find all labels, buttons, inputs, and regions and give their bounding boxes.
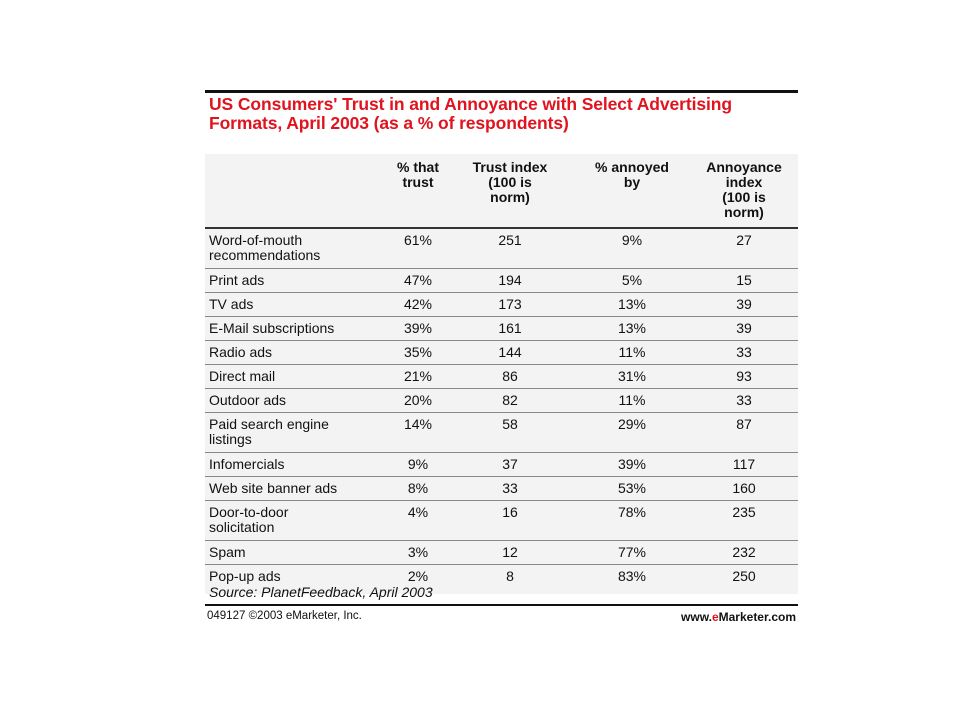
table-row (205, 269, 798, 293)
row-label: Infomercials (209, 456, 285, 472)
cell-pct-annoyed: 29% (617, 416, 647, 432)
cell-annoyance-index: 15 (736, 272, 752, 288)
table-row (205, 501, 798, 541)
cell-pct-trust: 35% (403, 344, 433, 360)
cell-pct-trust: 9% (407, 456, 429, 472)
table-row (205, 389, 798, 413)
cell-pct-trust: 8% (407, 480, 429, 496)
table-row (205, 229, 798, 269)
cell-trust-index: 161 (498, 320, 522, 336)
row-label: Print ads (209, 272, 265, 288)
cell-trust-index: 144 (498, 344, 522, 360)
cell-annoyance-index: 39 (736, 296, 752, 312)
cell-trust-index: 16 (502, 504, 518, 520)
figure-title: US Consumers' Trust in and Annoyance with Select Advertising Formats, April 2003 (as a % of respondents) (209, 94, 732, 133)
row-label: Radio ads (209, 344, 273, 360)
table-row (205, 317, 798, 341)
header-pct-annoyed: % annoyed by (595, 159, 669, 190)
source-note: Source: PlanetFeedback, April 2003 (209, 584, 433, 600)
cell-pct-annoyed: 9% (621, 232, 643, 248)
cell-annoyance-index: 39 (736, 320, 752, 336)
row-label: TV ads (209, 296, 254, 312)
cell-annoyance-index: 235 (732, 504, 756, 520)
cell-trust-index: 12 (502, 544, 518, 560)
cell-pct-trust: 4% (407, 504, 429, 520)
row-label: Direct mail (209, 368, 276, 384)
cell-trust-index: 86 (502, 368, 518, 384)
cell-pct-trust: 47% (403, 272, 433, 288)
url-brand-e: e (711, 610, 719, 624)
cell-trust-index: 251 (498, 232, 522, 248)
row-label: Spam (209, 544, 246, 560)
cell-annoyance-index: 27 (736, 232, 752, 248)
row-label: E-Mail subscriptions (209, 320, 335, 336)
row-label: Door-to-door solicitation (209, 504, 289, 535)
top-rule (205, 90, 798, 93)
cell-annoyance-index: 33 (736, 344, 752, 360)
cell-pct-trust: 2% (407, 568, 429, 584)
row-label: Paid search engine listings (209, 416, 329, 447)
cell-pct-trust: 14% (403, 416, 433, 432)
table-row (205, 341, 798, 365)
cell-annoyance-index: 93 (736, 368, 752, 384)
row-label: Word-of-mouth recommendations (209, 232, 321, 263)
chart-figure (205, 90, 798, 630)
table-row (205, 541, 798, 565)
table-row (205, 413, 798, 453)
row-label: Pop-up ads (209, 568, 281, 584)
row-label: Outdoor ads (209, 392, 287, 408)
cell-pct-trust: 21% (403, 368, 433, 384)
cell-pct-annoyed: 11% (618, 344, 646, 360)
copyright: 049127 ©2003 eMarketer, Inc. (207, 610, 362, 622)
cell-pct-annoyed: 78% (617, 504, 647, 520)
cell-pct-annoyed: 31% (617, 368, 647, 384)
cell-pct-annoyed: 13% (617, 296, 647, 312)
cell-pct-annoyed: 53% (617, 480, 647, 496)
cell-trust-index: 33 (502, 480, 518, 496)
cell-pct-trust: 3% (407, 544, 429, 560)
cell-pct-annoyed: 11% (618, 392, 646, 408)
bottom-rule (205, 604, 798, 606)
header-annoyance-index: Annoyance index (100 is norm) (706, 159, 782, 220)
cell-pct-annoyed: 83% (617, 568, 647, 584)
cell-pct-annoyed: 13% (617, 320, 647, 336)
header-trust-index: Trust index (100 is norm) (472, 159, 548, 205)
cell-pct-trust: 20% (403, 392, 433, 408)
table-row (205, 453, 798, 477)
cell-annoyance-index: 117 (732, 456, 756, 472)
cell-annoyance-index: 232 (732, 544, 756, 560)
cell-annoyance-index: 250 (732, 568, 756, 584)
cell-pct-annoyed: 39% (617, 456, 647, 472)
cell-trust-index: 37 (502, 456, 518, 472)
cell-annoyance-index: 33 (736, 392, 752, 408)
table-row (205, 477, 798, 501)
cell-pct-annoyed: 5% (621, 272, 643, 288)
row-label: Web site banner ads (209, 480, 338, 496)
cell-annoyance-index: 87 (736, 416, 752, 432)
cell-trust-index: 173 (498, 296, 522, 312)
url-suffix: Marketer.com (718, 610, 796, 624)
table-row (205, 365, 798, 389)
table-row (205, 293, 798, 317)
cell-pct-trust: 61% (403, 232, 433, 248)
cell-trust-index: 82 (502, 392, 518, 408)
url-prefix: www. (681, 610, 712, 624)
cell-trust-index: 8 (506, 568, 514, 584)
emarketer-url (681, 610, 796, 624)
cell-trust-index: 58 (502, 416, 518, 432)
cell-pct-annoyed: 77% (617, 544, 647, 560)
cell-pct-trust: 42% (403, 296, 433, 312)
header-pct-trust: % that trust (397, 159, 439, 190)
cell-annoyance-index: 160 (732, 480, 756, 496)
table-header (205, 160, 798, 224)
cell-pct-trust: 39% (403, 320, 433, 336)
cell-trust-index: 194 (498, 272, 522, 288)
